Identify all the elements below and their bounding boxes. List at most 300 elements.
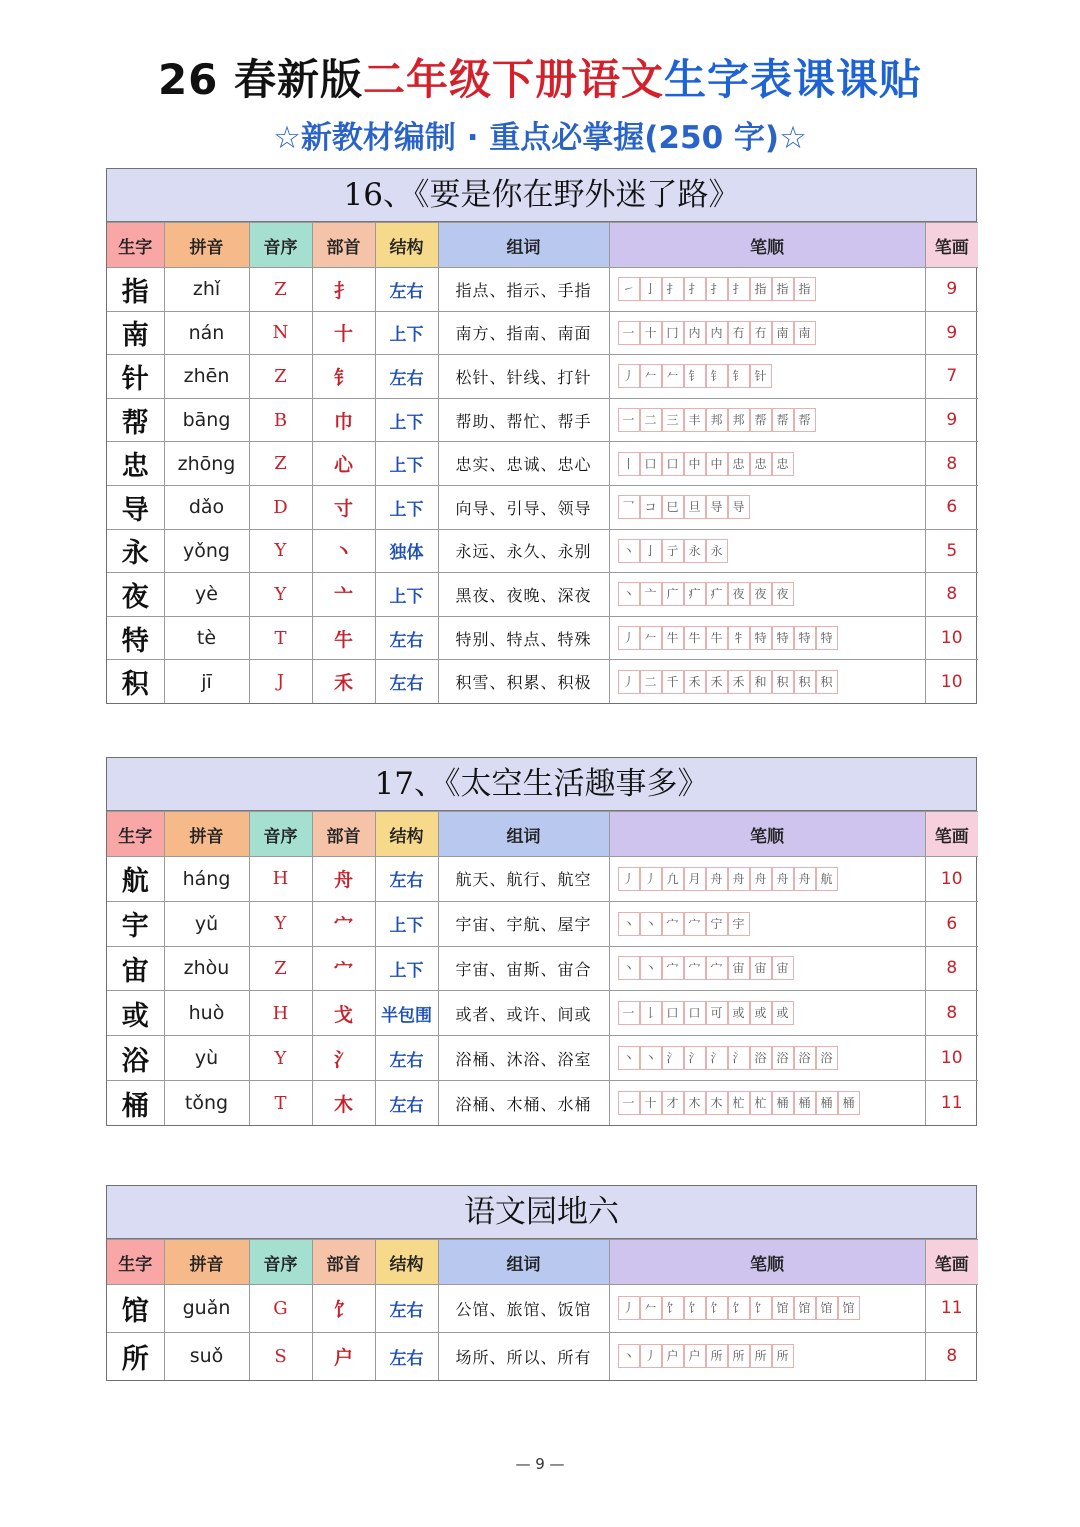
- stroke-step: 宀: [662, 912, 684, 936]
- cell-char: 宙: [107, 946, 164, 991]
- stroke-step: 夜: [750, 582, 772, 606]
- stroke-step: 所: [706, 1344, 728, 1368]
- stroke-step: 浴: [816, 1046, 838, 1070]
- cell-char: 馆: [107, 1285, 164, 1333]
- cell-radical: 户: [312, 1332, 375, 1380]
- stroke-step: 口: [662, 452, 684, 476]
- cell-count: 10: [925, 857, 978, 902]
- lesson-table: [106, 757, 977, 1126]
- cell-strokes: [609, 311, 925, 355]
- stroke-step: 亍: [662, 539, 684, 563]
- stroke-step: 特: [816, 626, 838, 650]
- cell-structure: 上下: [375, 573, 438, 617]
- stroke-step: 宀: [684, 912, 706, 936]
- stroke-step: 特: [750, 626, 772, 650]
- stroke-step: 一: [618, 321, 640, 345]
- cell-pinyin: háng: [164, 857, 249, 902]
- stroke-step: 桶: [816, 1091, 838, 1115]
- cell-radical: 钅: [312, 355, 375, 399]
- table-row: [107, 268, 978, 312]
- cell-char: 南: [107, 311, 164, 355]
- stroke-step: 牛: [662, 626, 684, 650]
- cell-order: Y: [249, 573, 312, 617]
- cell-count: 11: [925, 1285, 978, 1333]
- stroke-step: 氵: [662, 1046, 684, 1070]
- cell-pinyin: zhòu: [164, 946, 249, 991]
- cell-strokes: [609, 529, 925, 573]
- cell-pinyin: tè: [164, 616, 249, 660]
- cell-structure: 左右: [375, 1036, 438, 1081]
- cell-strokes: [609, 442, 925, 486]
- table-row: [107, 311, 978, 355]
- stroke-step: 宙: [772, 956, 794, 980]
- cell-order: D: [249, 485, 312, 529]
- stroke-step: 饣: [750, 1296, 772, 1320]
- cell-pinyin: zhōng: [164, 442, 249, 486]
- cell-order: N: [249, 311, 312, 355]
- stroke-step: 宀: [662, 956, 684, 980]
- stroke-step: 千: [662, 670, 684, 694]
- cell-structure: 左右: [375, 1285, 438, 1333]
- cell-strokes: [609, 1036, 925, 1081]
- cell-radical: 氵: [312, 1036, 375, 1081]
- stroke-step: 宀: [684, 956, 706, 980]
- stroke-step: 舟: [772, 867, 794, 891]
- table-row: [107, 1332, 978, 1380]
- table-row: [107, 901, 978, 946]
- cell-order: Z: [249, 268, 312, 312]
- stroke-step: 导: [728, 495, 750, 519]
- stroke-step: 馆: [816, 1296, 838, 1320]
- cell-order: T: [249, 616, 312, 660]
- stroke-step: 冇: [750, 321, 772, 345]
- stroke-step: 帮: [794, 408, 816, 432]
- stroke-step: 户: [684, 1344, 706, 1368]
- cell-count: 10: [925, 660, 978, 704]
- stroke-step: 禾: [728, 670, 750, 694]
- cell-words: 宇宙、宇航、屋宇: [438, 901, 609, 946]
- cell-order: T: [249, 1080, 312, 1125]
- stroke-step: 丶: [618, 539, 640, 563]
- cell-char: 浴: [107, 1036, 164, 1081]
- header-words: 组词: [438, 223, 609, 268]
- header-words: 组词: [438, 1240, 609, 1285]
- lesson-title: 16、《要是你在野外迷了路》: [107, 169, 976, 222]
- cell-char: 永: [107, 529, 164, 573]
- table-row: [107, 355, 978, 399]
- stroke-step: 舟: [750, 867, 772, 891]
- character-table: [107, 811, 978, 1125]
- header-count: 笔画: [925, 1240, 978, 1285]
- stroke-step: 氵: [728, 1046, 750, 1070]
- character-table: [107, 222, 978, 703]
- stroke-step: 亅: [640, 277, 662, 301]
- stroke-step: 饣: [684, 1296, 706, 1320]
- cell-strokes: [609, 355, 925, 399]
- stroke-step: 𠄌: [640, 1001, 662, 1025]
- stroke-step: 指: [772, 277, 794, 301]
- table-row: [107, 398, 978, 442]
- cell-count: 6: [925, 901, 978, 946]
- stroke-step: 亠: [640, 582, 662, 606]
- stroke-step: 饣: [706, 1296, 728, 1320]
- stroke-step: 二: [640, 670, 662, 694]
- stroke-step: 所: [728, 1344, 750, 1368]
- cell-pinyin: tǒng: [164, 1080, 249, 1125]
- cell-pinyin: nán: [164, 311, 249, 355]
- stroke-step: 舟: [728, 867, 750, 891]
- stroke-step: 丶: [640, 1046, 662, 1070]
- stroke-step: 积: [816, 670, 838, 694]
- stroke-step: 积: [794, 670, 816, 694]
- stroke-step: 扌: [728, 277, 750, 301]
- stroke-step: 钅: [728, 364, 750, 388]
- table-header-row: [107, 1240, 978, 1285]
- stroke-step: 宙: [750, 956, 772, 980]
- cell-radical: 寸: [312, 485, 375, 529]
- stroke-step: 才: [662, 1091, 684, 1115]
- stroke-step: 巳: [662, 495, 684, 519]
- stroke-step: 南: [794, 321, 816, 345]
- stroke-step: 宇: [728, 912, 750, 936]
- cell-structure: 左右: [375, 660, 438, 704]
- header-char: 生字: [107, 1240, 164, 1285]
- cell-char: 桶: [107, 1080, 164, 1125]
- stroke-step: 一: [618, 1091, 640, 1115]
- stroke-step: 帮: [750, 408, 772, 432]
- stroke-step: 扌: [684, 277, 706, 301]
- cell-pinyin: yǔ: [164, 901, 249, 946]
- stroke-step: 饣: [662, 1296, 684, 1320]
- header-order: 音序: [249, 1240, 312, 1285]
- cell-strokes: [609, 485, 925, 529]
- stroke-step: 指: [794, 277, 816, 301]
- cell-order: Z: [249, 946, 312, 991]
- cell-char: 航: [107, 857, 164, 902]
- page-subtitle: ☆新教材编制 · 重点必掌握(250 字)☆: [273, 120, 807, 156]
- stroke-step: 丿: [640, 867, 662, 891]
- cell-words: 或者、或许、间或: [438, 991, 609, 1036]
- stroke-step: 忠: [750, 452, 772, 476]
- stroke-step: 邦: [706, 408, 728, 432]
- cell-char: 针: [107, 355, 164, 399]
- cell-structure: 左右: [375, 355, 438, 399]
- cell-pinyin: guǎn: [164, 1285, 249, 1333]
- cell-count: 8: [925, 442, 978, 486]
- cell-pinyin: suǒ: [164, 1332, 249, 1380]
- stroke-step: 凢: [662, 867, 684, 891]
- table-row: [107, 946, 978, 991]
- cell-words: 宇宙、宙斯、宙合: [438, 946, 609, 991]
- cell-char: 夜: [107, 573, 164, 617]
- cell-structure: 左右: [375, 857, 438, 902]
- cell-order: Y: [249, 1036, 312, 1081]
- table-header-row: [107, 812, 978, 857]
- stroke-step: 口: [640, 452, 662, 476]
- header-order: 音序: [249, 223, 312, 268]
- cell-pinyin: dǎo: [164, 485, 249, 529]
- table-row: [107, 616, 978, 660]
- cell-radical: 扌: [312, 268, 375, 312]
- table-row: [107, 442, 978, 486]
- stroke-step: 夜: [728, 582, 750, 606]
- stroke-step: 𠂉: [662, 364, 684, 388]
- table-header-row: [107, 223, 978, 268]
- cell-words: 积雪、积累、积极: [438, 660, 609, 704]
- cell-words: 航天、航行、航空: [438, 857, 609, 902]
- title-part-1: 26 春新版: [157, 55, 364, 104]
- stroke-step: 亅: [640, 539, 662, 563]
- stroke-step: 氵: [706, 1046, 728, 1070]
- cell-structure: 左右: [375, 616, 438, 660]
- stroke-step: 氵: [684, 1046, 706, 1070]
- stroke-step: 牛: [706, 626, 728, 650]
- stroke-step: 永: [684, 539, 706, 563]
- stroke-step: 邦: [728, 408, 750, 432]
- cell-words: 指点、指示、手指: [438, 268, 609, 312]
- cell-order: G: [249, 1285, 312, 1333]
- stroke-step: 乛: [618, 495, 640, 519]
- character-table: [107, 1239, 978, 1380]
- stroke-step: 丶: [640, 912, 662, 936]
- stroke-step: 钅: [684, 364, 706, 388]
- cell-words: 浴桶、木桶、水桶: [438, 1080, 609, 1125]
- stroke-step: 木: [684, 1091, 706, 1115]
- lesson-title: 语文园地六: [107, 1186, 976, 1239]
- cell-structure: 独体: [375, 529, 438, 573]
- table-row: [107, 485, 978, 529]
- cell-strokes: [609, 268, 925, 312]
- cell-structure: 上下: [375, 485, 438, 529]
- stroke-step: 丶: [618, 582, 640, 606]
- stroke-step: 𠂉: [640, 364, 662, 388]
- stroke-step: 饣: [728, 1296, 750, 1320]
- header-words: 组词: [438, 812, 609, 857]
- stroke-step: 所: [750, 1344, 772, 1368]
- stroke-step: 忠: [728, 452, 750, 476]
- stroke-step: 户: [662, 1344, 684, 1368]
- stroke-step: 丿: [618, 670, 640, 694]
- stroke-step: 扌: [706, 277, 728, 301]
- page-title: [0, 50, 1080, 110]
- header-radical: 部首: [312, 1240, 375, 1285]
- cell-pinyin: zhēn: [164, 355, 249, 399]
- cell-count: 9: [925, 268, 978, 312]
- table-row: [107, 991, 978, 1036]
- stroke-step: 钅: [706, 364, 728, 388]
- cell-pinyin: huò: [164, 991, 249, 1036]
- cell-words: 特别、特点、特殊: [438, 616, 609, 660]
- cell-strokes: [609, 616, 925, 660]
- cell-count: 10: [925, 1036, 978, 1081]
- stroke-step: 丰: [684, 408, 706, 432]
- stroke-step: 或: [728, 1001, 750, 1025]
- stroke-step: 针: [750, 364, 772, 388]
- stroke-step: 丶: [618, 1046, 640, 1070]
- header-structure: 结构: [375, 812, 438, 857]
- header-radical: 部首: [312, 812, 375, 857]
- stroke-step: 丿: [618, 626, 640, 650]
- cell-order: Y: [249, 529, 312, 573]
- header-count: 笔画: [925, 223, 978, 268]
- stroke-step: 二: [640, 408, 662, 432]
- header-pinyin: 拼音: [164, 223, 249, 268]
- cell-char: 指: [107, 268, 164, 312]
- stroke-step: 𠂉: [640, 626, 662, 650]
- table-row: [107, 529, 978, 573]
- stroke-step: 口: [684, 1001, 706, 1025]
- stroke-step: 永: [706, 539, 728, 563]
- cell-strokes: [609, 398, 925, 442]
- header-pinyin: 拼音: [164, 812, 249, 857]
- stroke-step: 南: [772, 321, 794, 345]
- stroke-step: 所: [772, 1344, 794, 1368]
- stroke-step: 冂: [662, 321, 684, 345]
- stroke-step: 禾: [706, 670, 728, 694]
- cell-radical: 饣: [312, 1285, 375, 1333]
- stroke-step: 疒: [706, 582, 728, 606]
- stroke-step: 冇: [728, 321, 750, 345]
- cell-order: Z: [249, 442, 312, 486]
- cell-pinyin: yǒng: [164, 529, 249, 573]
- table-row: [107, 660, 978, 704]
- cell-count: 8: [925, 1332, 978, 1380]
- cell-pinyin: yù: [164, 1036, 249, 1081]
- cell-structure: 左右: [375, 268, 438, 312]
- stroke-step: 丿: [618, 867, 640, 891]
- stroke-step: 广: [662, 582, 684, 606]
- cell-radical: 戈: [312, 991, 375, 1036]
- cell-char: 特: [107, 616, 164, 660]
- cell-radical: 宀: [312, 946, 375, 991]
- stroke-step: 疒: [684, 582, 706, 606]
- table-row: [107, 1080, 978, 1125]
- stroke-step: 积: [772, 670, 794, 694]
- cell-words: 忠实、忠诚、忠心: [438, 442, 609, 486]
- stroke-step: 中: [684, 452, 706, 476]
- header-strokes: 笔顺: [609, 812, 925, 857]
- cell-count: 5: [925, 529, 978, 573]
- stroke-step: 馆: [794, 1296, 816, 1320]
- cell-char: 忠: [107, 442, 164, 486]
- cell-strokes: [609, 1332, 925, 1380]
- stroke-step: 宁: [706, 912, 728, 936]
- stroke-step: 或: [772, 1001, 794, 1025]
- cell-radical: 宀: [312, 901, 375, 946]
- stroke-step: 丿: [640, 1344, 662, 1368]
- cell-words: 公馆、旅馆、饭馆: [438, 1285, 609, 1333]
- title-part-2: 二年级下册语文: [363, 55, 665, 104]
- stroke-step: 特: [794, 626, 816, 650]
- stroke-step: 牜: [728, 626, 750, 650]
- cell-words: 场所、所以、所有: [438, 1332, 609, 1380]
- stroke-step: 丿: [618, 1296, 640, 1320]
- title-part-3: 生字表课课贴: [664, 55, 923, 104]
- lesson-table: [106, 168, 977, 704]
- cell-structure: 上下: [375, 398, 438, 442]
- cell-order: J: [249, 660, 312, 704]
- stroke-step: 馆: [772, 1296, 794, 1320]
- cell-radical: 木: [312, 1080, 375, 1125]
- stroke-step: 𠂉: [640, 1296, 662, 1320]
- cell-strokes: [609, 946, 925, 991]
- stroke-step: 口: [662, 1001, 684, 1025]
- stroke-step: 可: [706, 1001, 728, 1025]
- header-char: 生字: [107, 223, 164, 268]
- header-strokes: 笔顺: [609, 1240, 925, 1285]
- cell-radical: 丶: [312, 529, 375, 573]
- cell-order: B: [249, 398, 312, 442]
- stroke-step: 特: [772, 626, 794, 650]
- cell-pinyin: jī: [164, 660, 249, 704]
- stroke-step: 十: [640, 321, 662, 345]
- cell-count: 7: [925, 355, 978, 399]
- cell-radical: 心: [312, 442, 375, 486]
- cell-char: 导: [107, 485, 164, 529]
- cell-strokes: [609, 660, 925, 704]
- cell-count: 11: [925, 1080, 978, 1125]
- stroke-step: 内: [706, 321, 728, 345]
- stroke-step: 浴: [772, 1046, 794, 1070]
- cell-order: Y: [249, 901, 312, 946]
- cell-words: 永远、永久、永别: [438, 529, 609, 573]
- cell-pinyin: yè: [164, 573, 249, 617]
- stroke-step: 中: [706, 452, 728, 476]
- cell-radical: 巾: [312, 398, 375, 442]
- cell-structure: 半包围: [375, 991, 438, 1036]
- stroke-step: 夜: [772, 582, 794, 606]
- cell-words: 浴桶、沐浴、浴室: [438, 1036, 609, 1081]
- table-row: [107, 1285, 978, 1333]
- header-pinyin: 拼音: [164, 1240, 249, 1285]
- cell-strokes: [609, 991, 925, 1036]
- stroke-step: 指: [750, 277, 772, 301]
- cell-radical: 舟: [312, 857, 375, 902]
- stroke-step: 杧: [728, 1091, 750, 1115]
- cell-structure: 上下: [375, 311, 438, 355]
- cell-words: 帮助、帮忙、帮手: [438, 398, 609, 442]
- stroke-step: 内: [684, 321, 706, 345]
- cell-order: S: [249, 1332, 312, 1380]
- header-count: 笔画: [925, 812, 978, 857]
- stroke-step: 一: [618, 408, 640, 432]
- cell-count: 8: [925, 946, 978, 991]
- cell-radical: 十: [312, 311, 375, 355]
- cell-words: 松针、针线、打针: [438, 355, 609, 399]
- cell-structure: 上下: [375, 946, 438, 991]
- stroke-step: 月: [684, 867, 706, 891]
- cell-radical: 牛: [312, 616, 375, 660]
- lesson-table: [106, 1185, 977, 1381]
- header-structure: 结构: [375, 223, 438, 268]
- stroke-step: ㇀: [618, 277, 640, 301]
- stroke-step: 航: [816, 867, 838, 891]
- stroke-step: 导: [706, 495, 728, 519]
- lesson-title: 17、《太空生活趣事多》: [107, 758, 976, 811]
- cell-words: 南方、指南、南面: [438, 311, 609, 355]
- stroke-step: 桶: [838, 1091, 860, 1115]
- stroke-step: 一: [618, 1001, 640, 1025]
- stroke-step: 扌: [662, 277, 684, 301]
- cell-count: 6: [925, 485, 978, 529]
- cell-order: Z: [249, 355, 312, 399]
- stroke-step: 丶: [618, 912, 640, 936]
- stroke-step: 丿: [618, 364, 640, 388]
- cell-order: H: [249, 991, 312, 1036]
- stroke-step: 丶: [618, 1344, 640, 1368]
- stroke-step: 桶: [772, 1091, 794, 1115]
- page-number: — 9 —: [515, 1455, 565, 1473]
